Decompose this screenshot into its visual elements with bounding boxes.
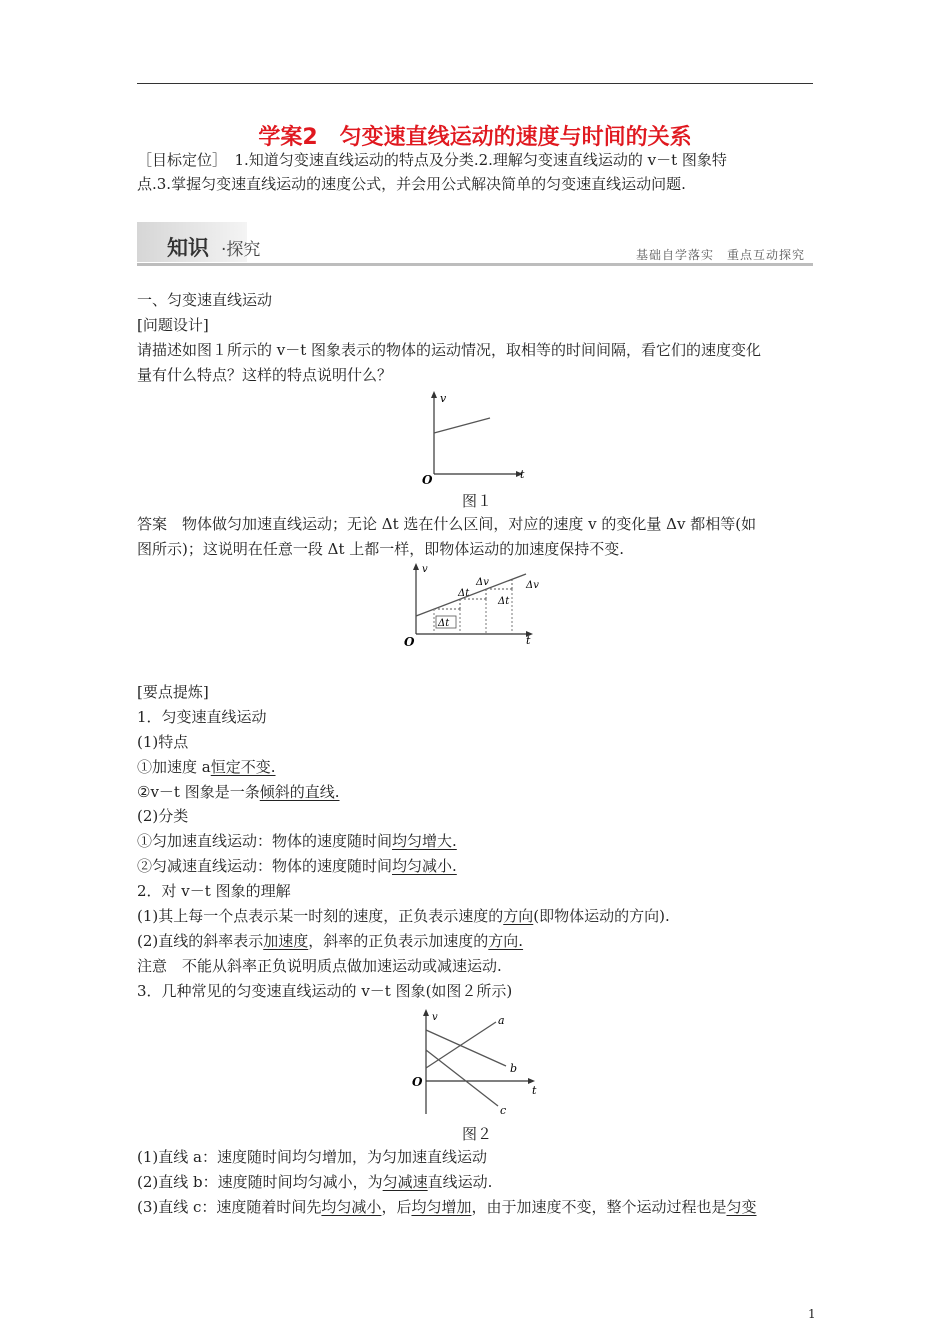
v-axis-arrow: [413, 563, 419, 570]
t-axis-label: t: [520, 468, 525, 481]
point-1-1: (1)特点: [137, 733, 189, 751]
velocity-line: [416, 574, 526, 616]
point-2-2-mid: ，斜率的正负表示加速度的: [308, 932, 489, 950]
point-2-2-blank-2: 方向.: [488, 932, 524, 950]
point-1-2a-text: ①匀加速直线运动：物体的速度随时间: [137, 832, 393, 850]
point-1-2b: [137, 856, 457, 876]
page-number: 1: [808, 1307, 816, 1321]
delta-t-label-2: Δt: [458, 588, 470, 599]
delta-v-label-2: Δv: [526, 580, 539, 591]
line-a-desc: (1)直线 a：速度随时间均匀增加，为匀加速直线运动: [137, 1148, 487, 1166]
line-a-label: a: [498, 1014, 505, 1027]
point-3: 3．几种常见的匀变速直线运动的 v－t 图象(如图２所示): [137, 982, 513, 1000]
banner-main-label: 知识: [167, 236, 209, 260]
v-axis-label: v: [440, 392, 447, 405]
problem-design-label: [问题设计]: [137, 316, 209, 334]
banner-underline: [137, 263, 813, 266]
line-c-label: c: [500, 1104, 507, 1117]
point-2-2-text: (2)直线的斜率表示: [137, 932, 264, 950]
point-1-2a-blank: 均匀增大.: [392, 832, 457, 850]
answer-figure-graph: [402, 560, 552, 648]
page-title: 学案2 匀变速直线运动的速度与时间的关系: [258, 125, 692, 150]
point-2-1-blank: 方向: [503, 907, 534, 925]
point-2-1: [137, 906, 670, 926]
point-2-1-suffix: (即物体运动的方向).: [533, 907, 670, 925]
point-1-1b-blank: 倾斜的直线.: [259, 783, 340, 801]
delta-t-label-1: Δt: [438, 618, 450, 629]
objective-line-2: 点.3.掌握匀变速直线运动的速度公式，并会用公式解决简单的匀变速直线运动问题.: [137, 175, 686, 193]
t-axis-label: t: [526, 634, 531, 647]
v-axis-label: v: [422, 564, 428, 575]
point-1-1a-blank: 恒定不变.: [210, 758, 276, 776]
objective-line-1: ［目标定位］ 1.知道匀变速直线运动的特点及分类.2.理解匀变速直线运动的 v－t 图象特: [137, 151, 727, 169]
delta-v-label-1: Δv: [476, 577, 489, 588]
figure-1-graph: [410, 388, 550, 488]
figure-2-graph: [402, 1006, 552, 1118]
line-b-desc-text: (2)直线 b：速度随时间均匀减小，为: [137, 1173, 383, 1191]
point-2-1-text: (1)其上每一个点表示某一时刻的速度，正负表示速度的: [137, 907, 504, 925]
point-1-2a: [137, 831, 457, 851]
point-1-1b-text: ②v－t 图象是一条: [137, 783, 260, 801]
line-c-desc-text: (3)直线 c：速度随着时间先: [137, 1198, 322, 1216]
line-b-desc: [137, 1172, 492, 1192]
section-banner: [137, 222, 813, 266]
line-c-desc-blank-2: 均匀增加: [411, 1198, 472, 1216]
question-line-1: 请描述如图１所示的 v－t 图象表示的物体的运动情况，取相等的时间间隔，看它们的速度变化: [137, 341, 762, 359]
answer-line-2: 图所示)；这说明在任意一段 Δt 上都一样，即物体运动的加速度保持不变.: [137, 540, 625, 558]
point-1: 1．匀变速直线运动: [137, 708, 267, 726]
figure-1-caption: 图１: [462, 492, 493, 510]
point-1-2b-text: ②匀减速直线运动：物体的速度随时间: [137, 857, 393, 875]
origin-label: O: [422, 473, 433, 487]
question-line-2: 量有什么特点？这样的特点说明什么？: [137, 366, 393, 384]
banner-sub-label: ·探究: [221, 240, 261, 260]
point-1-1b: [137, 782, 340, 802]
point-1-1a: [137, 757, 276, 777]
point-1-2: (2)分类: [137, 807, 189, 825]
line-c-desc-blank-1: 均匀减小: [321, 1198, 382, 1216]
line-c-desc: [137, 1197, 757, 1217]
point-2-2-blank-1: 加速度: [263, 932, 309, 950]
banner-right-label: 基础自学落实 重点互动探究: [635, 248, 805, 262]
section-heading: 一、匀变速直线运动: [137, 291, 273, 309]
delta-t-label-3: Δt: [498, 596, 510, 607]
answer-line-1: 答案 物体做匀加速直线运动；无论 Δt 选在什么区间，对应的速度 v 的变化量 Δv 都相等(如: [137, 515, 757, 533]
origin-label: O: [404, 635, 415, 648]
line-b-label: b: [510, 1062, 518, 1075]
velocity-line: [434, 418, 490, 433]
note: 注意 不能从斜率正负说明质点做加速运动或减速运动.: [137, 957, 502, 975]
header-rule: [137, 83, 813, 84]
line-b-desc-blank: 匀减速: [382, 1173, 428, 1191]
t-axis-label: t: [532, 1084, 537, 1097]
key-points-label: [要点提炼]: [137, 683, 209, 701]
line-c: [426, 1050, 498, 1106]
point-1-1a-text: ①加速度 a: [137, 758, 211, 776]
line-c-desc-mid: ，后: [381, 1198, 412, 1216]
v-axis-label: v: [432, 1012, 438, 1023]
line-a: [426, 1022, 496, 1068]
line-c-desc-blank-3: 匀变: [726, 1198, 757, 1216]
line-b-desc-suffix: 直线运动.: [427, 1173, 493, 1191]
origin-label: O: [412, 1075, 423, 1089]
point-1-2b-blank: 均匀减小.: [392, 857, 457, 875]
v-axis-arrow: [423, 1009, 429, 1016]
v-axis-arrow: [431, 391, 437, 398]
figure-2-caption: 图２: [462, 1125, 493, 1143]
point-2-2: [137, 931, 523, 951]
point-2: 2．对 v－t 图象的理解: [137, 882, 291, 900]
line-c-desc-mid-2: ，由于加速度不变，整个运动过程也是: [471, 1198, 727, 1216]
